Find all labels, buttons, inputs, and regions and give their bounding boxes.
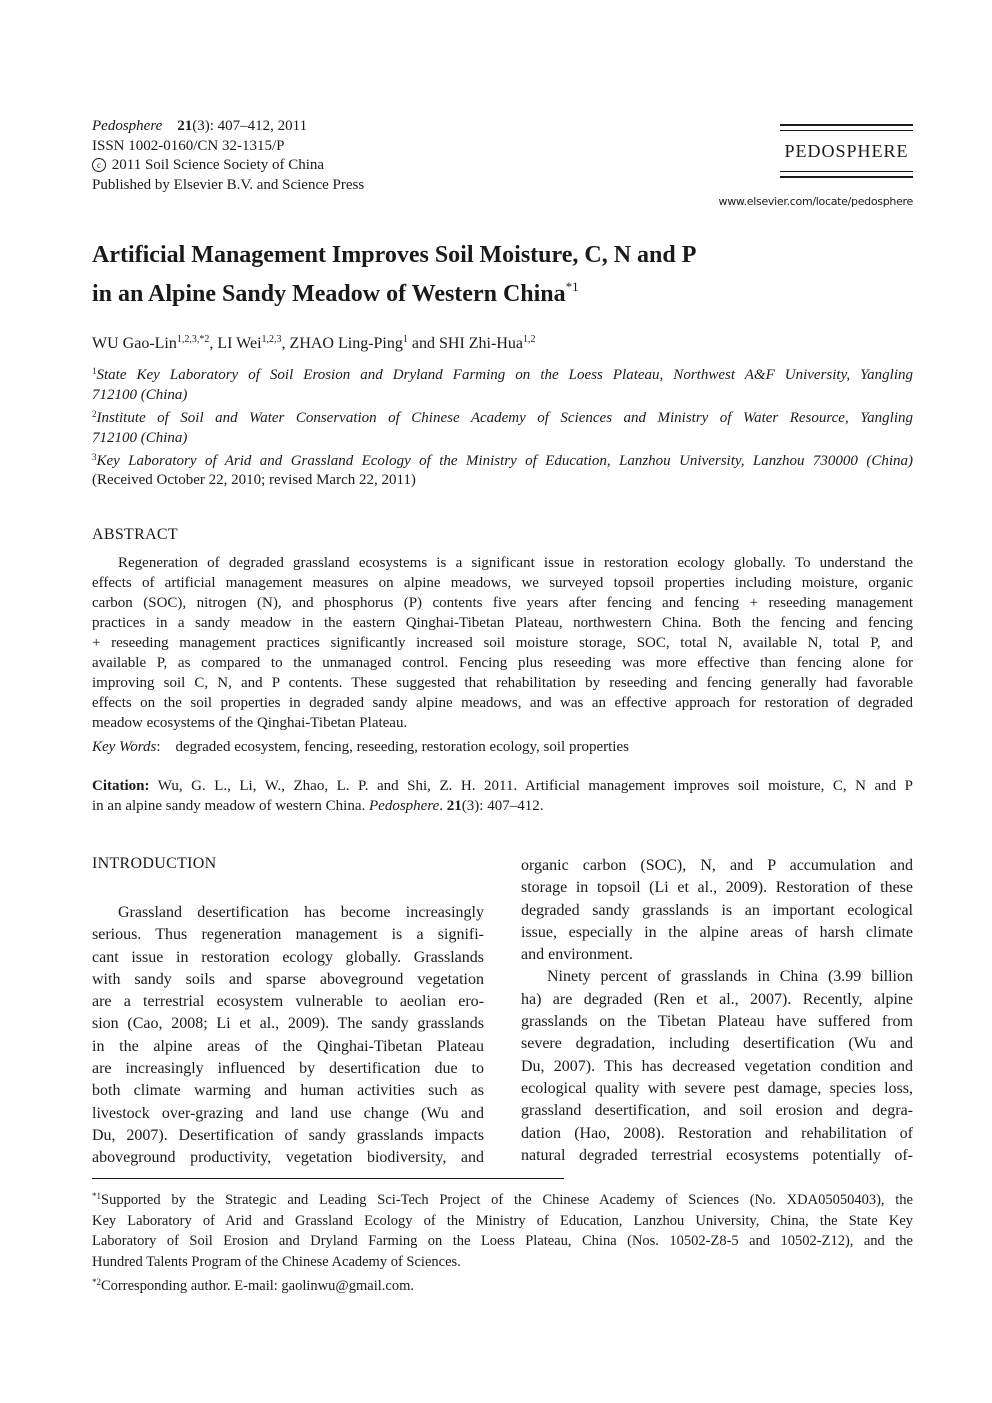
received-dates: (Received October 22, 2010; revised March 22, 2011) <box>92 472 416 488</box>
copyright-icon: c <box>92 158 106 172</box>
affiliation-line: $^1$State Key Laboratory of Soil Erosion and Dryland Farming on the Loess Plateau, Northwest A&F University, Yangling <box>92 366 913 383</box>
affiliation-line: $^3$Key Laboratory of Arid and Grassland Ecology of the Ministry of Education, Lanzhou University, Lanzhou 730000 (China) <box>92 452 913 470</box>
logo-bottom-rule <box>780 176 913 178</box>
intro-line: Du, 2007). This has decreased vegetation condition and <box>521 1057 913 1075</box>
publisher: Published by Elsevier B.V. and Science Press <box>92 176 365 193</box>
abstract-line: Regeneration of degraded grassland ecosystems is a significant issue in restoration ecology globally. To understand the <box>118 555 913 571</box>
journal-volume: 21 <box>177 118 193 134</box>
abstract-line: effects of artificial management measures on alpine meadows, we surveyed topsoil properties including moisture, organic <box>92 575 913 591</box>
intro-line: severe degradation, including desertification (Wu and <box>521 1035 913 1053</box>
intro-line: sion (Cao, 2008; Li et al., 2009). The sandy grasslands <box>92 1015 484 1033</box>
intro-line: Ninety percent of grasslands in China (3.99 billion <box>547 968 913 986</box>
journal-url[interactable]: www.elsevier.com/locate/pedosphere <box>718 195 913 208</box>
title-line-1: Artificial Management Improves Soil Moisture, C, N and P <box>92 242 697 268</box>
footnote-divider <box>92 1178 564 1179</box>
footnote-mark: *2 <box>92 1277 101 1288</box>
abstract-line: available P, as compared to the unmanaged control. Fencing plus reseeding was more effective than fencing alone for <box>92 655 913 671</box>
logo-bottom-rule-thin <box>780 171 913 172</box>
abstract-line: practices in a sandy meadow in the eastern Qinghai-Tibetan Plateau, northwestern China. Both the fencing and fencing <box>92 615 913 631</box>
footnotes <box>92 1186 913 1297</box>
author: SHI Zhi-Hua <box>438 335 523 352</box>
journal-info <box>92 117 364 195</box>
issn: ISSN 1002-0160/CN 32-1315/P <box>92 137 285 154</box>
intro-line: are a terrestrial ecosystem vulnerable to aeolian ero- <box>92 993 484 1011</box>
copyright-line <box>92 156 364 176</box>
intro-left-column <box>92 902 484 1170</box>
intro-line: natural degraded terrestrial ecosystems potentially of- <box>521 1146 913 1164</box>
intro-line: serious. Thus regeneration management is a signifi- <box>92 926 484 944</box>
abstract-line: meadow ecosystems of the Qinghai-Tibetan Plateau. <box>92 715 408 731</box>
intro-line: aboveground productivity, vegetation biodiversity, and <box>92 1149 484 1167</box>
author-list: WU Gao-Lin$^{1,2,3,*2}$, LI Wei$^{1,2,3}$, ZHAO Ling-Ping$^1$ and SHI Zhi-Hua$^{1,2}$ <box>92 334 536 352</box>
journal-issue-pages: (3): 407–412, 2011 <box>192 118 308 134</box>
abstract-line: improving soil C, N, and P contents. These suggested that rehabilitation by reseeding and fencing generally had favorable <box>92 675 913 691</box>
intro-line: and environment. <box>521 946 633 964</box>
intro-line: grassland desertification, and soil erosion and degra- <box>521 1102 913 1120</box>
footnote-mark: *1 <box>92 1191 101 1201</box>
intro-line: livestock over-grazing and land use change (Wu and <box>92 1104 484 1122</box>
intro-line: degraded sandy grasslands is an important ecological <box>521 901 913 919</box>
keywords-text: degraded ecosystem, fencing, reseeding, restoration ecology, soil properties <box>175 739 629 755</box>
logo-top-rule-thin <box>780 130 913 131</box>
intro-line: grasslands on the Tibetan Plateau have suffered from <box>521 1013 913 1031</box>
intro-line: storage in topsoil (Li et al., 2009). Restoration of these <box>521 879 913 897</box>
footnote-line: $^{*1}$Supported by the Strategic and Leading Sci-Tech Project of the Chinese Academy of Sciences (No. XDA05050403), the <box>92 1191 913 1208</box>
author: WU Gao-Lin <box>92 335 177 352</box>
intro-line: organic carbon (SOC), N, and P accumulation and <box>521 857 913 874</box>
affiliation-line: $^2$Institute of Soil and Water Conservation of Chinese Academy of Sciences and Ministry of Water Resource, Yangling <box>92 409 913 427</box>
intro-line: are increasingly influenced by desertification due to <box>92 1060 484 1078</box>
title-line-2: in an Alpine Sandy Meadow of Western China$^{*1}$ <box>92 279 579 307</box>
author: ZHAO Ling-Ping <box>289 335 403 352</box>
intro-line: Du, 2007). Desertification of sandy grasslands impacts <box>92 1126 484 1144</box>
keywords-label: Key Words <box>92 739 157 755</box>
journal-logo <box>780 124 913 178</box>
citation-journal: Pedosphere <box>369 798 440 814</box>
author-sup: 1,2,3,*2 <box>176 334 210 345</box>
footnote-line: Laboratory of Soil Erosion and Dryland Farming on the Loess Plateau, China (Nos. 10502-Z8-5 and 10502-Z12), and the <box>92 1233 913 1250</box>
intro-line: both climate warming and human activities such as <box>92 1082 484 1100</box>
abstract-line: + reseeding management practices significantly increased soil moisture storage, SOC, total N, available N, total P, and <box>92 635 913 651</box>
abstract-line: carbon (SOC), nitrogen (N), and phosphorus (P) contents five years after fencing and fencing + reseeding management <box>92 595 913 611</box>
citation <box>92 776 913 816</box>
citation-volume: 21 <box>446 798 462 814</box>
abstract-body <box>92 553 913 733</box>
intro-line: ecological quality with severe pest damage, species loss, <box>521 1079 913 1097</box>
intro-line: ha) are degraded (Ren et al., 2007). Recently, alpine <box>521 990 913 1008</box>
citation-line: in an alpine sandy meadow of western China. Pedosphere. 21(3): 407–412. <box>92 798 544 814</box>
author-sup: 1,2,3 <box>261 334 282 345</box>
paper-title <box>92 240 892 310</box>
affiliation-line: 712100 (China) <box>92 386 188 403</box>
introduction-heading: INTRODUCTION <box>92 855 217 872</box>
footnote-line <box>92 1272 913 1297</box>
intro-line: in the alpine areas of the Qinghai-Tibetan Plateau <box>92 1037 484 1055</box>
journal-citation-line <box>92 117 364 137</box>
intro-line: with sandy soils and sparse aboveground vegetation <box>92 970 484 988</box>
intro-line: Grassland desertification has become increasingly <box>118 904 484 921</box>
corresponding-author: Corresponding author. E-mail: gaolinwu@gmail.com. <box>101 1278 414 1295</box>
keywords: Key Words: degraded ecosystem, fencing, reseeding, restoration ecology, soil properties <box>92 739 629 755</box>
affiliation-line: 712100 (China) <box>92 429 188 446</box>
copyright-text: 2011 Soil Science Society of China <box>111 157 325 174</box>
intro-line: issue, especially in the alpine areas of harsh climate <box>521 923 913 941</box>
footnote-line: Hundred Talents Program of the Chinese Academy of Sciences. <box>92 1253 461 1270</box>
author-sup: 1 <box>402 334 408 345</box>
abstract-heading: ABSTRACT <box>92 526 178 543</box>
footnote-line: Key Laboratory of Arid and Grassland Ecology of the Ministry of Education, Lanzhou University, China, the State Key <box>92 1212 913 1229</box>
intro-right-column <box>521 855 913 1167</box>
intro-line: dation (Hao, 2008). Restoration and rehabilitation of <box>521 1124 913 1142</box>
citation-line: Citation: Wu, G. L., Li, W., Zhao, L. P. and Shi, Z. H. 2011. Artificial management improves soil moisture, C, N and P <box>92 778 913 794</box>
citation-label: Citation: <box>92 778 150 794</box>
journal-name: Pedosphere <box>92 118 163 134</box>
title-footnote-mark: *1 <box>565 279 579 294</box>
abstract-line: effects on the soil properties in degraded sandy alpine meadows, and was an effective approach for restoration of degraded <box>92 695 913 711</box>
logo-text: PEDOSPHERE <box>784 141 909 161</box>
author-sup: 1,2 <box>522 334 536 345</box>
logo-top-rule <box>780 124 913 126</box>
author: LI Wei <box>217 335 262 352</box>
affiliations <box>92 362 913 472</box>
intro-line: cant issue in restoration ecology globally. Grasslands <box>92 948 484 966</box>
